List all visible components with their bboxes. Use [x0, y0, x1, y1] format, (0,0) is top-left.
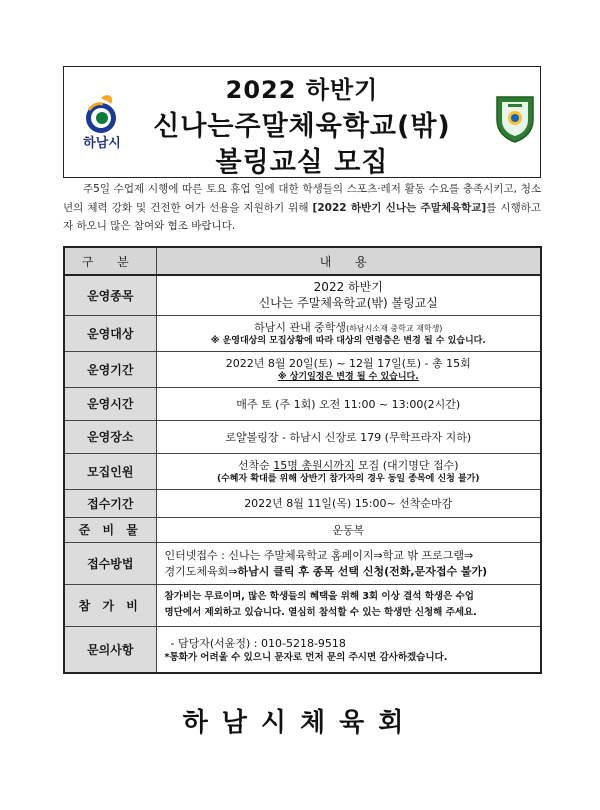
intro-program-name: [2022 하반기 신나는 주말체육학교]: [312, 201, 487, 214]
hanam-city-logo-label: 하남시: [83, 136, 121, 151]
table-row: [64, 542, 541, 584]
event-year: 2022 하반기: [313, 280, 383, 295]
row-label: 운영종목: [64, 275, 156, 315]
row-content: [156, 584, 541, 626]
title-program: 신나는주말체육학교(밖): [153, 111, 451, 142]
capacity-post: 모집 (대기명단 접수): [354, 458, 459, 472]
table-row: [64, 453, 541, 489]
table-row: [64, 626, 541, 673]
row-label: 운영기간: [64, 351, 156, 387]
row-content: [156, 542, 541, 584]
row-label: 접수기간: [64, 489, 156, 517]
row-label: 문의사항: [64, 626, 156, 673]
table-row: [64, 315, 541, 351]
row-label: 준 비 물: [64, 517, 156, 542]
intro-text-1: 주5일 수업제 시행에 따른 토요 휴업 일에 대한 학생들의 스포츠·레저 활동 수요를 충족시키고, 청소년의 체력 강화 및 건전한 여가 선용을 지원하기 위해: [63, 183, 541, 214]
row-label: 참 가 비: [64, 584, 156, 626]
row-content: [156, 351, 541, 387]
time-main: 매주 토 (주 1회) 오전 11:00 ~ 13:00(2시간): [156, 387, 541, 420]
title-recruit: 볼링교실 모집: [215, 147, 389, 178]
contact-line2: *통화가 어려울 수 있으니 문자로 먼저 문의 주시면 감사하겠습니다.: [164, 651, 448, 663]
method-line2-bold: 하남시 클릭 후 종목 선택 신청(전화,문자접수 불가): [237, 565, 488, 578]
table-row: [64, 517, 541, 542]
event-name: 신나는 주말체육학교(밖) 볼링교실: [258, 296, 438, 311]
fee-line2: 명단에서 제외하고 있습니다. 열심히 참석할 수 있는 학생만 신청해 주세요.: [164, 607, 477, 618]
target-main: 하남시 관내 중학생: [254, 320, 347, 334]
row-label: 운영대상: [64, 315, 156, 351]
method-line2-pre: 경기도체육회⇒: [164, 565, 238, 578]
intro-paragraph: [63, 180, 541, 236]
supplies: 운동복: [156, 517, 541, 542]
table-row: [64, 275, 541, 315]
fee-line1: 참가비는 무료이며, 많은 학생들의 혜택을 위해 3회 이상 결석 학생은 수업: [164, 591, 474, 602]
row-label: 모집인원: [64, 453, 156, 489]
organization-name: 하남시체육회: [182, 708, 418, 738]
contact-line1: - 담당자(서윤정) : 010-5218-9518: [170, 636, 346, 650]
application-period: 2022년 8월 11일(목) 15:00~ 선착순마감: [156, 489, 541, 517]
table-row: [64, 420, 541, 453]
intro-text-2: 를 시행하고자 하오니 많은 참여와 협조 바랍니다.: [63, 201, 541, 232]
row-content: [156, 275, 541, 315]
row-content: [156, 626, 541, 673]
table-row: [64, 584, 541, 626]
table-row: [64, 351, 541, 387]
header-category: 구 분: [64, 247, 156, 275]
sports-council-emblem-icon: [494, 94, 536, 144]
table-row: [64, 387, 541, 420]
row-label: 접수방법: [64, 542, 156, 584]
target-detail: (하남시소재 중학교 재학생): [346, 323, 443, 333]
row-content: [156, 315, 541, 351]
method-line1: 인터넷접수 : 신나는 주말체육학교 홈페이지⇒학교 밖 프로그램⇒: [164, 549, 474, 562]
venue-main: 로얄볼링장 - 하남시 신장로 179 (무학프라자 지하): [156, 420, 541, 453]
table-row: [64, 489, 541, 517]
capacity-note: (수혜자 확대를 위해 상반기 참가자의 경우 동일 종목에 신청 불가): [217, 473, 480, 484]
target-note: ※ 운영대상의 모집상황에 따라 대상의 연령층은 변경 될 수 있습니다.: [210, 335, 486, 346]
row-label: 운영장소: [64, 420, 156, 453]
capacity-count: 15명 총원시까지: [273, 458, 355, 472]
info-table: [63, 246, 542, 674]
row-content: [156, 453, 541, 489]
row-label: 운영시간: [64, 387, 156, 420]
capacity-pre: 선착순: [237, 458, 274, 472]
title-box: [63, 66, 541, 178]
table-header-row: [64, 247, 541, 275]
header-content: 내 용: [156, 247, 541, 275]
period-main: 2022년 8월 20일(토) ~ 12월 17일(토) - 총 15회: [225, 356, 471, 370]
title-year: 2022 하반기: [225, 76, 379, 104]
period-note: ※ 상기일정은 변경 될 수 있습니다.: [277, 371, 419, 382]
